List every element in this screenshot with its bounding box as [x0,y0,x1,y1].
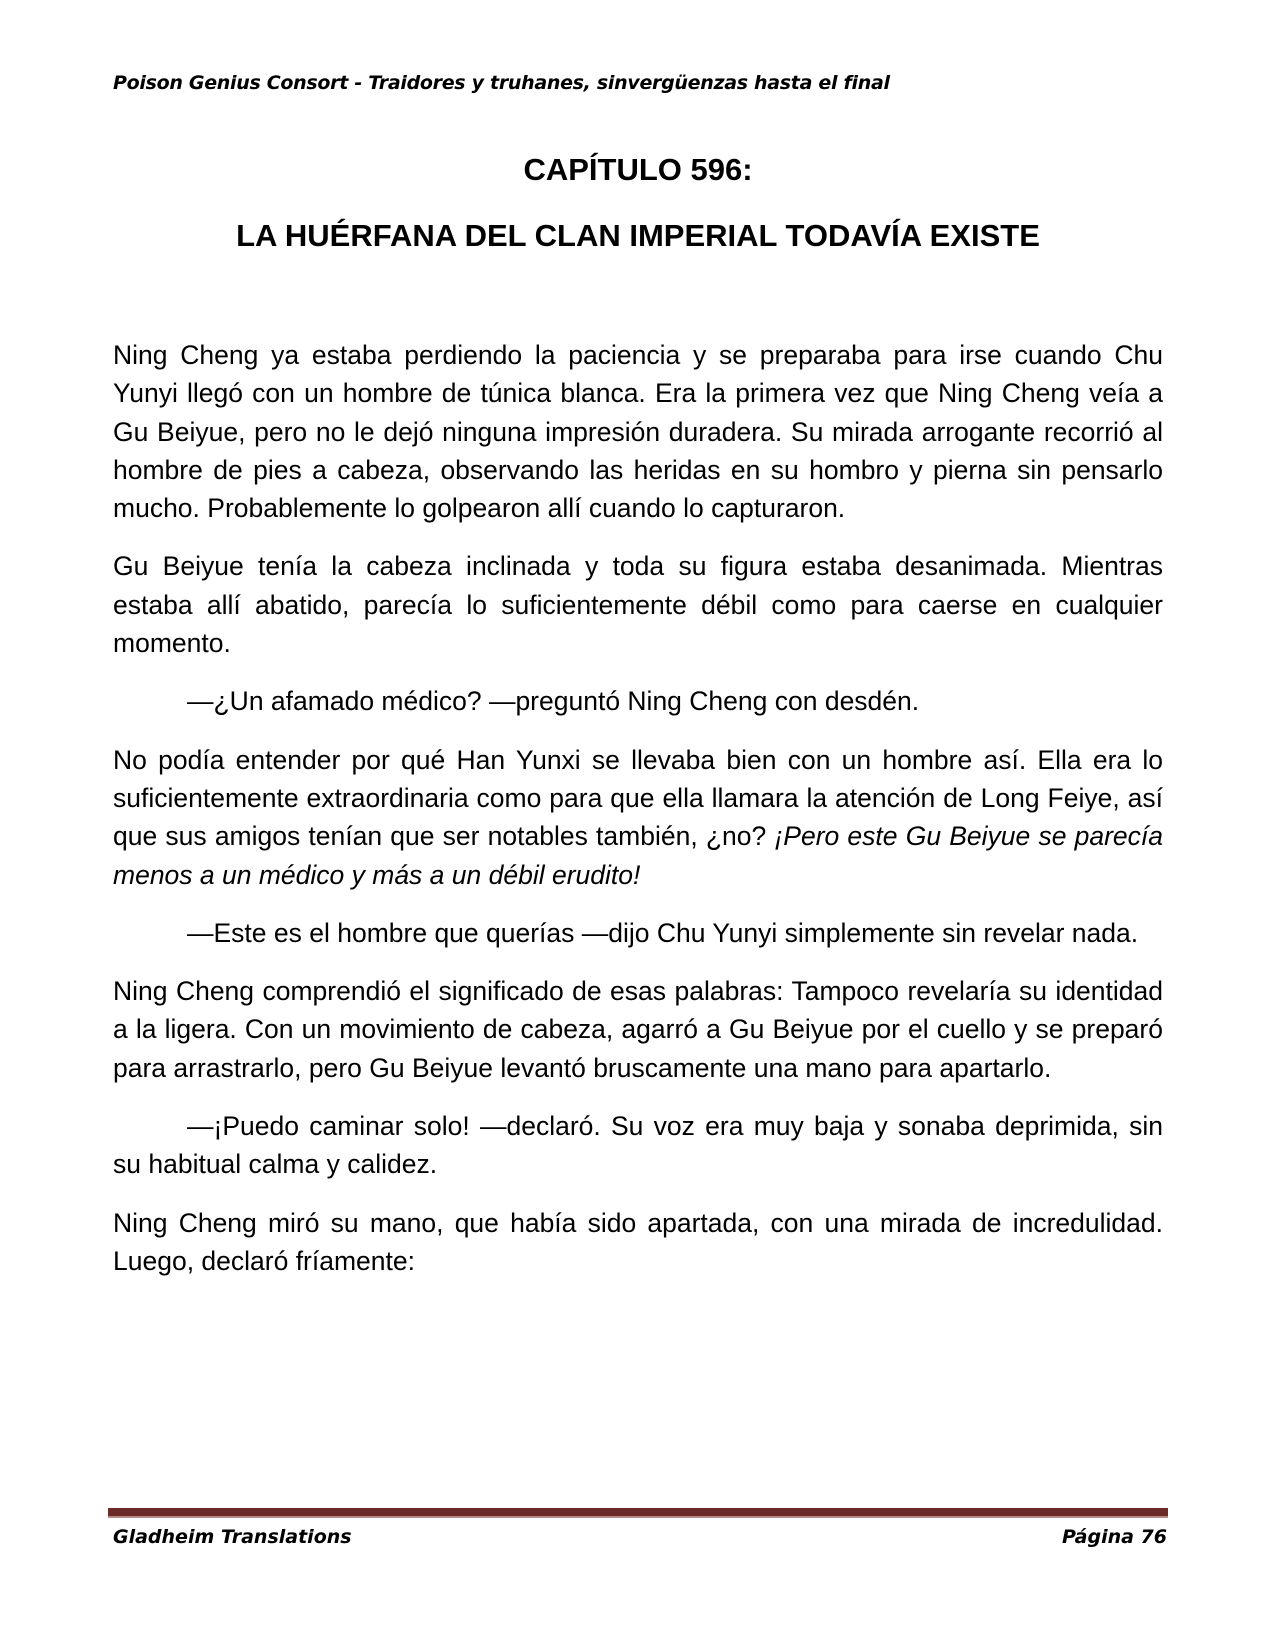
page-number: Página 76 [1061,1526,1167,1548]
running-header: Poison Genius Consort - Traidores y truhanes, sinvergüenzas hasta el final [113,72,890,94]
paragraph-text: No podía entender por qué Han Yunxi se llevaba bien con un hombre así. Ella era lo suficientemente extraordinaria como para que ella llamara la atención de Long Feiye, así que sus amigos tenían que ser notables también, ¿no? [113,744,1163,852]
footer-divider [108,1508,1168,1518]
chapter-body [113,336,1163,1300]
paragraph: Ning Cheng ya estaba perdiendo la paciencia y se preparaba para irse cuando Chu Yunyi llegó con un hombre de túnica blanca. Era la primera vez que Ning Cheng veía a Gu Beiyue, pero no le dejó ninguna impresión duradera. Su mirada arrogante recorrió al hombre de pies a cabeza, observando las heridas en su hombro y pierna sin pensarlo mucho. Probablemente lo golpearon allí cuando lo capturaron. [113,340,1163,524]
chapter-title: LA HUÉRFANA DEL CLAN IMPERIAL TODAVÍA EXISTE [236,218,1040,253]
dialogue-paragraph: —Este es el hombre que querías —dijo Chu Yunyi simplemente sin revelar nada. [187,917,1139,948]
paragraph: Ning Cheng miró su mano, que había sido apartada, con una mirada de incredulidad. Luego, declaró fríamente: [113,1207,1163,1276]
paragraph: Ning Cheng comprendió el significado de esas palabras: Tampoco revelaría su identidad a la ligera. Con un movimiento de cabeza, agarró a Gu Beiyue por el cuello y se preparó para arrastrarlo, pero Gu Beiyue levantó bruscamente una mano para apartarlo. [113,976,1163,1083]
paragraph: Gu Beiyue tenía la cabeza inclinada y toda su figura estaba desanimada. Mientras estaba allí abatido, parecía lo suficientemente débil como para caerse en cualquier momento. [113,551,1163,659]
chapter-heading [113,150,1163,282]
italic-thought: ¡Pero este Gu Beiyue se parecía menos a un médico y más a un débil erudito! [113,821,1164,890]
dialogue-paragraph: —¡Puedo caminar solo! —declaró. Su voz era muy baja y sonaba deprimida, sin su habitual calma y calidez. [113,1111,1163,1180]
footer-publisher: Gladheim Translations [113,1526,352,1548]
dialogue-paragraph: —¿Un afamado médico? —preguntó Ning Cheng con desdén. [187,686,920,717]
paragraph [113,741,1163,894]
chapter-number: CAPÍTULO 596: [523,152,753,187]
